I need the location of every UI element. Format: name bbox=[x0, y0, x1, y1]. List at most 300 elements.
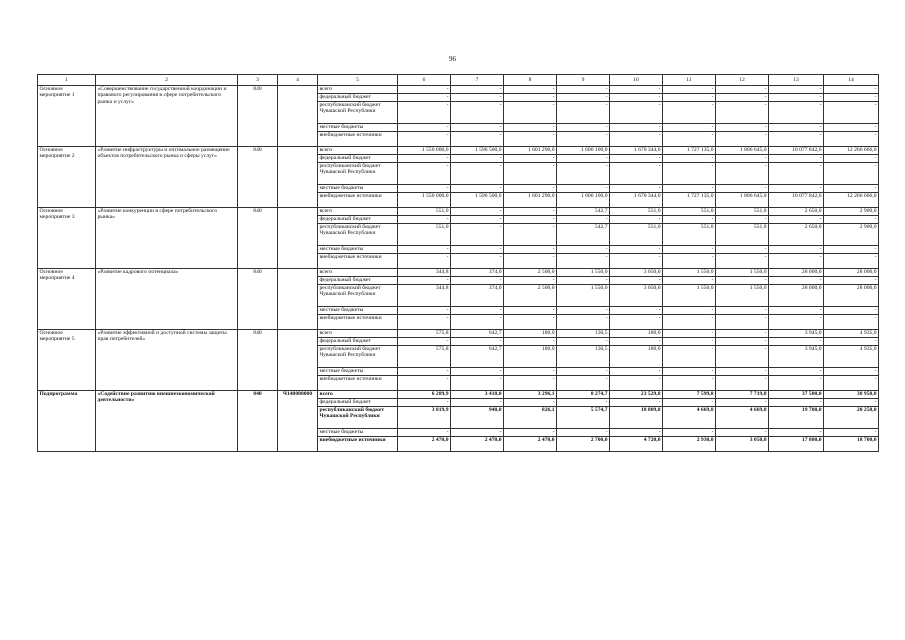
amount-cell: 7 719,8 bbox=[716, 391, 769, 399]
amount-cell: - bbox=[504, 102, 557, 124]
amount-cell: - bbox=[504, 163, 557, 185]
amount-cell: 2 700,0 bbox=[557, 437, 610, 452]
amount-cell: - bbox=[557, 185, 610, 193]
amount-cell: - bbox=[663, 132, 716, 147]
amount-cell: - bbox=[504, 399, 557, 407]
amount-cell: - bbox=[769, 102, 824, 124]
amount-cell: - bbox=[824, 86, 879, 94]
amount-cell: 1 606 100,0 bbox=[557, 147, 610, 155]
amount-cell: - bbox=[504, 277, 557, 285]
amount-cell: 1 550,0 bbox=[716, 285, 769, 307]
amount-cell: - bbox=[769, 277, 824, 285]
amount-cell: - bbox=[398, 254, 451, 269]
amount-cell: 8 274,7 bbox=[557, 391, 610, 399]
amount-cell: - bbox=[716, 132, 769, 147]
amount-cell: 18 700,0 bbox=[824, 437, 879, 452]
amount-cell: - bbox=[663, 102, 716, 124]
amount-cell: - bbox=[610, 254, 663, 269]
amount-cell: 3 050,0 bbox=[610, 269, 663, 277]
amount-cell: - bbox=[716, 254, 769, 269]
amount-cell: - bbox=[451, 307, 504, 315]
amount-cell: 3 410,0 bbox=[451, 391, 504, 399]
amount-cell: - bbox=[716, 429, 769, 437]
amount-cell: 19 700,0 bbox=[769, 407, 824, 429]
amount-cell: - bbox=[451, 94, 504, 102]
measure-label: Подпрограмма bbox=[38, 391, 96, 452]
amount-cell: 3 819,9 bbox=[398, 407, 451, 429]
column-header: 2 bbox=[96, 75, 238, 86]
amount-cell: 180,0 bbox=[504, 346, 557, 368]
amount-cell: 3 050,0 bbox=[610, 285, 663, 307]
table-row bbox=[38, 86, 879, 94]
table-row bbox=[38, 391, 879, 399]
measure-label: Основное мероприятие 2 bbox=[38, 147, 96, 208]
amount-cell: 2 900,0 bbox=[824, 208, 879, 216]
amount-cell: 12 266 666,0 bbox=[824, 193, 879, 208]
column-header: 9 bbox=[557, 75, 610, 86]
amount-cell: - bbox=[557, 429, 610, 437]
funding-source: федеральный бюджет bbox=[318, 155, 398, 163]
amount-cell: 4 935,0 bbox=[824, 346, 879, 368]
amount-cell: - bbox=[398, 86, 451, 94]
amount-cell: 542,7 bbox=[557, 208, 610, 216]
amount-cell: - bbox=[557, 399, 610, 407]
amount-cell: - bbox=[716, 346, 769, 368]
amount-cell: - bbox=[663, 86, 716, 94]
amount-cell: 1 550,0 bbox=[663, 285, 716, 307]
amount-cell: - bbox=[663, 277, 716, 285]
amount-cell: 2 470,0 bbox=[504, 437, 557, 452]
amount-cell: 1 601 290,0 bbox=[504, 147, 557, 155]
amount-cell: 130,5 bbox=[557, 330, 610, 338]
amount-cell: - bbox=[769, 216, 824, 224]
budget-code: 840 bbox=[238, 86, 278, 147]
amount-cell: 940,0 bbox=[451, 407, 504, 429]
amount-cell: - bbox=[824, 254, 879, 269]
amount-cell: - bbox=[716, 94, 769, 102]
amount-cell: - bbox=[610, 307, 663, 315]
program-code bbox=[278, 208, 318, 269]
amount-cell: 28 000,0 bbox=[824, 285, 879, 307]
column-header: 14 bbox=[824, 75, 879, 86]
amount-cell: 1 596 500,0 bbox=[451, 147, 504, 155]
table-row bbox=[38, 330, 879, 338]
column-header: 8 bbox=[504, 75, 557, 86]
amount-cell: 130,5 bbox=[557, 346, 610, 368]
amount-cell: 18 809,8 bbox=[610, 407, 663, 429]
amount-cell: 2 500,0 bbox=[504, 269, 557, 277]
amount-cell: - bbox=[716, 368, 769, 376]
amount-cell: 642,7 bbox=[451, 346, 504, 368]
amount-cell: - bbox=[610, 246, 663, 254]
amount-cell: - bbox=[769, 254, 824, 269]
funding-source: местные бюджеты bbox=[318, 368, 398, 376]
amount-cell: - bbox=[504, 124, 557, 132]
table-row bbox=[38, 208, 879, 216]
amount-cell: - bbox=[769, 376, 824, 391]
column-header: 13 bbox=[769, 75, 824, 86]
amount-cell: - bbox=[451, 86, 504, 94]
amount-cell: 551,0 bbox=[716, 224, 769, 246]
amount-cell: 551,0 bbox=[716, 208, 769, 216]
amount-cell: - bbox=[504, 368, 557, 376]
funding-source: всего bbox=[318, 269, 398, 277]
amount-cell: - bbox=[504, 86, 557, 94]
funding-source: местные бюджеты bbox=[318, 124, 398, 132]
amount-cell: - bbox=[610, 368, 663, 376]
table-row bbox=[38, 147, 879, 155]
column-header: 3 bbox=[238, 75, 278, 86]
amount-cell: 4 669,8 bbox=[663, 407, 716, 429]
amount-cell: 6 289,9 bbox=[398, 391, 451, 399]
funding-source: местные бюджеты bbox=[318, 185, 398, 193]
amount-cell: - bbox=[824, 315, 879, 330]
amount-cell: - bbox=[824, 155, 879, 163]
amount-cell: - bbox=[663, 338, 716, 346]
amount-cell: - bbox=[451, 102, 504, 124]
amount-cell: - bbox=[824, 399, 879, 407]
measure-label: Основное мероприятие 5 bbox=[38, 330, 96, 391]
amount-cell: 2 470,0 bbox=[398, 437, 451, 452]
amount-cell: - bbox=[451, 224, 504, 246]
amount-cell: 1 806 645,0 bbox=[716, 147, 769, 155]
amount-cell: - bbox=[398, 277, 451, 285]
amount-cell: 1 550,0 bbox=[557, 269, 610, 277]
amount-cell: - bbox=[398, 315, 451, 330]
amount-cell: - bbox=[716, 246, 769, 254]
program-code: Ч140000000 bbox=[278, 391, 318, 452]
amount-cell: 1 606 100,0 bbox=[557, 193, 610, 208]
amount-cell: - bbox=[610, 124, 663, 132]
amount-cell: - bbox=[504, 254, 557, 269]
amount-cell: 2 650,0 bbox=[769, 208, 824, 216]
column-header: 12 bbox=[716, 75, 769, 86]
funding-source: федеральный бюджет bbox=[318, 399, 398, 407]
program-code bbox=[278, 86, 318, 147]
amount-cell: - bbox=[398, 132, 451, 147]
measure-name: «Развитие кадрового потенциала» bbox=[96, 269, 238, 330]
table-body bbox=[38, 86, 879, 452]
amount-cell: 2 930,0 bbox=[663, 437, 716, 452]
amount-cell: - bbox=[610, 132, 663, 147]
amount-cell: - bbox=[663, 315, 716, 330]
amount-cell: - bbox=[716, 399, 769, 407]
funding-source: внебюджетные источники bbox=[318, 254, 398, 269]
amount-cell: - bbox=[451, 132, 504, 147]
amount-cell: - bbox=[716, 277, 769, 285]
budget-code: 840 bbox=[238, 330, 278, 391]
amount-cell: 344,8 bbox=[398, 285, 451, 307]
amount-cell: - bbox=[824, 429, 879, 437]
amount-cell: - bbox=[398, 338, 451, 346]
amount-cell: - bbox=[557, 277, 610, 285]
measure-name: «Развитие конкуренции в сфере потребительского рынка» bbox=[96, 208, 238, 269]
funding-source: всего bbox=[318, 208, 398, 216]
funding-source: республиканский бюджет Чувашской Республики bbox=[318, 346, 398, 368]
amount-cell: - bbox=[824, 185, 879, 193]
amount-cell: 10 077 842,6 bbox=[769, 193, 824, 208]
amount-cell: 1 550,0 bbox=[663, 269, 716, 277]
amount-cell: - bbox=[663, 307, 716, 315]
funding-source: федеральный бюджет bbox=[318, 216, 398, 224]
amount-cell: - bbox=[451, 277, 504, 285]
amount-cell: - bbox=[716, 330, 769, 338]
column-header: 1 bbox=[38, 75, 96, 86]
amount-cell: 28 000,0 bbox=[769, 285, 824, 307]
amount-cell: 1 550,0 bbox=[557, 285, 610, 307]
amount-cell: - bbox=[504, 224, 557, 246]
amount-cell: 4 935,0 bbox=[824, 330, 879, 338]
amount-cell: - bbox=[557, 254, 610, 269]
amount-cell: - bbox=[504, 132, 557, 147]
amount-cell: - bbox=[824, 246, 879, 254]
funding-source: республиканский бюджет Чувашской Республики bbox=[318, 224, 398, 246]
column-header: 5 bbox=[318, 75, 398, 86]
amount-cell: - bbox=[451, 124, 504, 132]
funding-source: всего bbox=[318, 391, 398, 399]
amount-cell: 1 670 344,0 bbox=[610, 147, 663, 155]
amount-cell: - bbox=[504, 155, 557, 163]
amount-cell: - bbox=[824, 307, 879, 315]
amount-cell: - bbox=[769, 338, 824, 346]
amount-cell: - bbox=[663, 399, 716, 407]
amount-cell: - bbox=[504, 216, 557, 224]
funding-source: республиканский бюджет Чувашской Республики bbox=[318, 102, 398, 124]
amount-cell: - bbox=[769, 163, 824, 185]
amount-cell: - bbox=[557, 124, 610, 132]
amount-cell: - bbox=[663, 429, 716, 437]
amount-cell: 38 950,0 bbox=[824, 391, 879, 399]
amount-cell: - bbox=[557, 315, 610, 330]
amount-cell: - bbox=[824, 132, 879, 147]
amount-cell: 374,0 bbox=[451, 269, 504, 277]
amount-cell: 1 601 290,0 bbox=[504, 193, 557, 208]
funding-source: республиканский бюджет Чувашской Республики bbox=[318, 407, 398, 429]
amount-cell: 551,0 bbox=[610, 224, 663, 246]
amount-cell: - bbox=[769, 86, 824, 94]
amount-cell: - bbox=[716, 124, 769, 132]
amount-cell: - bbox=[716, 86, 769, 94]
amount-cell: 1 550,0 bbox=[716, 269, 769, 277]
funding-source: федеральный бюджет bbox=[318, 338, 398, 346]
amount-cell: - bbox=[610, 315, 663, 330]
amount-cell: - bbox=[398, 102, 451, 124]
amount-cell: - bbox=[504, 315, 557, 330]
amount-cell: - bbox=[716, 315, 769, 330]
amount-cell: 2 470,0 bbox=[451, 437, 504, 452]
amount-cell: - bbox=[557, 216, 610, 224]
amount-cell: - bbox=[398, 246, 451, 254]
amount-cell: 4 720,0 bbox=[610, 437, 663, 452]
funding-source: внебюджетные источники bbox=[318, 132, 398, 147]
amount-cell: - bbox=[663, 155, 716, 163]
amount-cell: 20 250,0 bbox=[824, 407, 879, 429]
funding-source: внебюджетные источники bbox=[318, 193, 398, 208]
amount-cell: - bbox=[610, 338, 663, 346]
amount-cell: 17 800,0 bbox=[769, 437, 824, 452]
amount-cell: 180,0 bbox=[504, 330, 557, 338]
amount-cell: 3 945,0 bbox=[769, 330, 824, 338]
amount-cell: 642,7 bbox=[451, 330, 504, 338]
budget-code: 840 bbox=[238, 269, 278, 330]
amount-cell: 3 050,0 bbox=[716, 437, 769, 452]
amount-cell: 1 596 500,0 bbox=[451, 193, 504, 208]
amount-cell: - bbox=[663, 185, 716, 193]
amount-cell: - bbox=[451, 315, 504, 330]
amount-cell: 551,0 bbox=[663, 208, 716, 216]
amount-cell: 3 945,0 bbox=[769, 346, 824, 368]
funding-source: всего bbox=[318, 147, 398, 155]
amount-cell: - bbox=[451, 399, 504, 407]
amount-cell: 542,7 bbox=[557, 224, 610, 246]
funding-source: внебюджетные источники bbox=[318, 437, 398, 452]
amount-cell: 2 900,0 bbox=[824, 224, 879, 246]
amount-cell: 4 669,8 bbox=[716, 407, 769, 429]
amount-cell: 10 077 842,6 bbox=[769, 147, 824, 155]
amount-cell: 2 650,0 bbox=[769, 224, 824, 246]
amount-cell: 826,1 bbox=[504, 407, 557, 429]
amount-cell: 28 000,0 bbox=[769, 269, 824, 277]
amount-cell: - bbox=[769, 429, 824, 437]
amount-cell: - bbox=[769, 124, 824, 132]
funding-source: местные бюджеты bbox=[318, 429, 398, 437]
amount-cell: - bbox=[398, 163, 451, 185]
amount-cell: - bbox=[398, 94, 451, 102]
funding-source: федеральный бюджет bbox=[318, 94, 398, 102]
amount-cell: - bbox=[824, 163, 879, 185]
amount-cell: 551,0 bbox=[398, 208, 451, 216]
column-header: 6 bbox=[398, 75, 451, 86]
amount-cell: - bbox=[557, 307, 610, 315]
amount-cell: 37 500,0 bbox=[769, 391, 824, 399]
funding-source: местные бюджеты bbox=[318, 246, 398, 254]
amount-cell: - bbox=[451, 163, 504, 185]
measure-name: «Развитие инфраструктуры и оптимальное размещение объектов потребительского рынка и сферы услуг» bbox=[96, 147, 238, 208]
measure-label: Основное мероприятие 4 bbox=[38, 269, 96, 330]
amount-cell: - bbox=[557, 102, 610, 124]
amount-cell: 374,0 bbox=[451, 285, 504, 307]
amount-cell: - bbox=[769, 132, 824, 147]
amount-cell: - bbox=[451, 185, 504, 193]
funding-source: федеральный бюджет bbox=[318, 277, 398, 285]
amount-cell: - bbox=[716, 163, 769, 185]
amount-cell: - bbox=[663, 124, 716, 132]
amount-cell: - bbox=[398, 155, 451, 163]
amount-cell: - bbox=[398, 216, 451, 224]
amount-cell: - bbox=[504, 307, 557, 315]
amount-cell: 180,0 bbox=[610, 330, 663, 338]
amount-cell: 2 500,0 bbox=[504, 285, 557, 307]
amount-cell: - bbox=[769, 185, 824, 193]
amount-cell: - bbox=[451, 368, 504, 376]
amount-cell: 1 550 000,0 bbox=[398, 147, 451, 155]
table-row bbox=[38, 269, 879, 277]
amount-cell: 1 727 135,0 bbox=[663, 147, 716, 155]
program-code bbox=[278, 330, 318, 391]
amount-cell: - bbox=[824, 277, 879, 285]
amount-cell: 551,0 bbox=[610, 208, 663, 216]
program-code bbox=[278, 147, 318, 208]
amount-cell: - bbox=[504, 429, 557, 437]
amount-cell: 7 599,8 bbox=[663, 391, 716, 399]
amount-cell: 5 574,7 bbox=[557, 407, 610, 429]
amount-cell: - bbox=[610, 155, 663, 163]
column-header: 10 bbox=[610, 75, 663, 86]
amount-cell: - bbox=[557, 246, 610, 254]
amount-cell: - bbox=[769, 94, 824, 102]
amount-cell: - bbox=[610, 94, 663, 102]
amount-cell: - bbox=[663, 163, 716, 185]
amount-cell: - bbox=[824, 94, 879, 102]
amount-cell: - bbox=[451, 429, 504, 437]
amount-cell: - bbox=[398, 368, 451, 376]
amount-cell: - bbox=[716, 338, 769, 346]
amount-cell: - bbox=[663, 330, 716, 338]
amount-cell: - bbox=[824, 102, 879, 124]
amount-cell: - bbox=[557, 338, 610, 346]
amount-cell: - bbox=[716, 307, 769, 315]
amount-cell: - bbox=[663, 94, 716, 102]
amount-cell: 551,0 bbox=[398, 224, 451, 246]
budget-code: 840 bbox=[238, 208, 278, 269]
funding-source: местные бюджеты bbox=[318, 307, 398, 315]
amount-cell: - bbox=[504, 185, 557, 193]
amount-cell: - bbox=[504, 376, 557, 391]
funding-source: всего bbox=[318, 330, 398, 338]
amount-cell: 575,8 bbox=[398, 346, 451, 368]
amount-cell: - bbox=[398, 307, 451, 315]
amount-cell: - bbox=[769, 155, 824, 163]
amount-cell: - bbox=[557, 132, 610, 147]
funding-source: республиканский бюджет Чувашской Республики bbox=[318, 163, 398, 185]
amount-cell: - bbox=[610, 399, 663, 407]
amount-cell: - bbox=[769, 315, 824, 330]
program-code bbox=[278, 269, 318, 330]
amount-cell: - bbox=[557, 94, 610, 102]
amount-cell: - bbox=[663, 376, 716, 391]
amount-cell: - bbox=[824, 376, 879, 391]
amount-cell: - bbox=[769, 368, 824, 376]
amount-cell: 1 550 000,0 bbox=[398, 193, 451, 208]
amount-cell: 23 529,8 bbox=[610, 391, 663, 399]
measure-label: Основное мероприятие 3 bbox=[38, 208, 96, 269]
amount-cell: 1 806 645,0 bbox=[716, 193, 769, 208]
amount-cell: - bbox=[557, 368, 610, 376]
amount-cell: - bbox=[504, 246, 557, 254]
amount-cell: - bbox=[610, 102, 663, 124]
amount-cell: 575,8 bbox=[398, 330, 451, 338]
amount-cell: 12 266 666,0 bbox=[824, 147, 879, 155]
amount-cell: - bbox=[398, 376, 451, 391]
amount-cell: - bbox=[610, 429, 663, 437]
amount-cell: - bbox=[398, 429, 451, 437]
column-header: 4 bbox=[278, 75, 318, 86]
amount-cell: - bbox=[610, 376, 663, 391]
amount-cell: - bbox=[557, 155, 610, 163]
amount-cell: - bbox=[824, 368, 879, 376]
amount-cell: - bbox=[451, 254, 504, 269]
funding-source: всего bbox=[318, 86, 398, 94]
amount-cell: 551,0 bbox=[663, 224, 716, 246]
amount-cell: - bbox=[451, 376, 504, 391]
amount-cell: - bbox=[451, 208, 504, 216]
page-number: 96 bbox=[449, 55, 456, 63]
amount-cell: - bbox=[824, 216, 879, 224]
amount-cell: - bbox=[769, 246, 824, 254]
funding-source: внебюджетные источники bbox=[318, 376, 398, 391]
amount-cell: 180,0 bbox=[610, 346, 663, 368]
budget-code: 840 bbox=[238, 147, 278, 208]
